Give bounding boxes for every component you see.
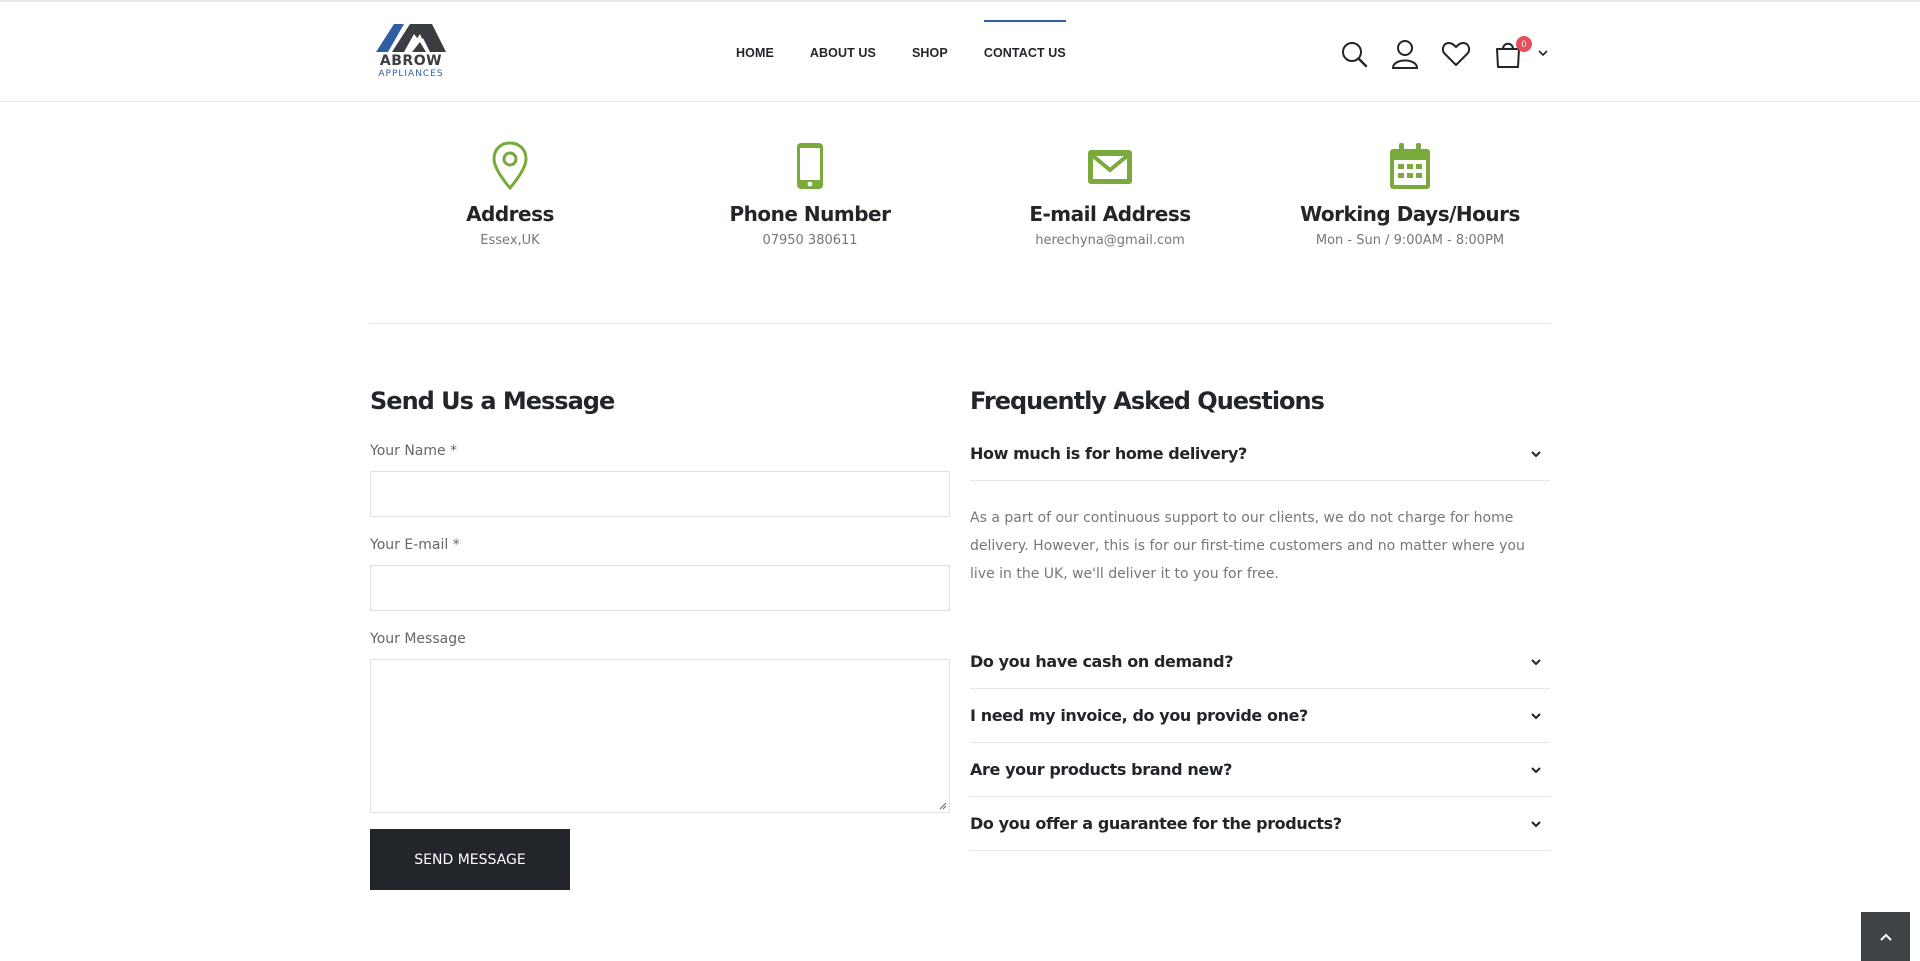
info-title: Address	[466, 202, 554, 226]
info-email	[990, 140, 1230, 248]
info-value: 07950 380611	[762, 233, 858, 248]
info-title: Phone Number	[729, 202, 891, 226]
faq-question[interactable]	[970, 797, 1550, 851]
phone-icon	[690, 140, 930, 192]
chevron-down-icon	[1530, 819, 1542, 829]
faq-question[interactable]	[970, 743, 1550, 797]
envelope-icon	[990, 140, 1230, 192]
faq-question-text: Do you offer a guarantee for the products?	[970, 814, 1342, 833]
chevron-down-icon	[1530, 657, 1542, 667]
site-logo[interactable]	[374, 20, 448, 82]
main-nav	[736, 20, 1066, 86]
nav-home[interactable]: HOME	[736, 46, 774, 60]
faq-question-text: How much is for home delivery?	[970, 444, 1247, 463]
site-header	[0, 2, 1920, 102]
faq-question-text: Do you have cash on demand?	[970, 652, 1234, 671]
faq-question-text: Are your products brand new?	[970, 760, 1233, 779]
send-message-button[interactable]: SEND MESSAGE	[370, 829, 570, 890]
resize-grip-icon[interactable]	[939, 802, 947, 810]
name-field[interactable]	[370, 471, 950, 517]
info-hours	[1290, 140, 1530, 248]
info-title: Working Days/Hours	[1300, 202, 1520, 226]
message-label: Your Message	[370, 631, 466, 647]
info-value: herechyna@gmail.com	[1035, 233, 1185, 248]
faq-question[interactable]	[970, 689, 1550, 743]
email-label: Your E-mail *	[370, 537, 460, 553]
form-title: Send Us a Message	[370, 387, 615, 415]
nav-contact-us[interactable]: CONTACT US	[984, 20, 1066, 86]
info-value: Essex,UK	[480, 233, 540, 248]
faq-answer: As a part of our continuous support to our clients, we do not charge for home delivery. However, this is for our first-time customers and no matter where you live in the UK, we'll deliver it to you for free.	[970, 510, 1525, 582]
email-field[interactable]	[370, 565, 950, 611]
faq-question[interactable]	[970, 635, 1550, 689]
logo-subtitle: APPLIANCES	[378, 69, 444, 79]
logo-wordmark: ABROW	[379, 53, 443, 69]
chevron-down-icon[interactable]	[1536, 38, 1550, 70]
calendar-icon	[1290, 140, 1530, 192]
chevron-down-icon	[1530, 765, 1542, 775]
chevron-down-icon	[1530, 711, 1542, 721]
nav-about-us[interactable]: ABOUT US	[809, 46, 876, 60]
info-phone	[690, 140, 930, 248]
logo-mark-icon	[374, 20, 448, 54]
user-icon[interactable]	[1390, 38, 1420, 70]
faq-question-text: I need my invoice, do you provide one?	[970, 706, 1308, 725]
info-value: Mon - Sun / 9:00AM - 8:00PM	[1315, 233, 1505, 248]
section-divider	[370, 323, 1550, 324]
heart-icon[interactable]	[1441, 38, 1471, 70]
chevron-up-icon	[1879, 932, 1893, 942]
map-pin-icon	[390, 140, 630, 192]
scroll-to-top-button[interactable]	[1861, 912, 1910, 961]
message-field[interactable]	[370, 659, 950, 813]
info-title: E-mail Address	[1029, 202, 1191, 226]
faq-title: Frequently Asked Questions	[970, 387, 1324, 415]
nav-shop[interactable]: SHOP	[911, 46, 948, 60]
faq-question[interactable]	[970, 427, 1550, 481]
cart-count-badge: 0	[1516, 36, 1532, 52]
info-address	[390, 140, 630, 248]
chevron-down-icon	[1530, 449, 1542, 459]
search-icon[interactable]	[1340, 38, 1370, 70]
name-label: Your Name *	[370, 443, 458, 459]
